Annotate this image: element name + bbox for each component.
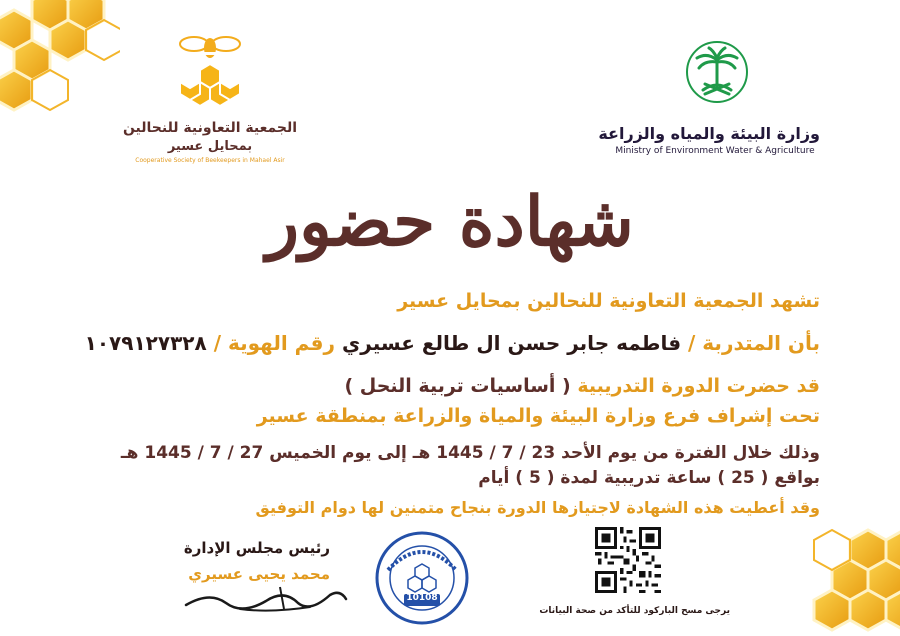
trainee-name: فاطمه جابر حسن ال طالع عسيري	[341, 331, 682, 355]
honeycomb-top-left-decoration	[0, 0, 120, 130]
qr-caption: يرجى مسح الباركود للتأكد من صحة البيانات	[539, 606, 730, 616]
signatory-name: محمد يحيى عسيري	[188, 565, 330, 583]
certificate-title: شهادة حضور	[266, 182, 634, 262]
course-prefix: قد حضرت الدورة التدريبية	[577, 375, 820, 397]
closing-line: وقد أعطيت هذه الشهادة لاجتيازها الدورة بنجاح متمنين لها دوام التوفيق	[255, 498, 820, 517]
society-name-ar-line2: بمحايل عسير	[167, 139, 253, 154]
period-line: وذلك خلال الفترة من يوم الأحد 23 / 7 / 1445 هـ إلى يوم الخميس 27 / 7 / 1445 هـ	[120, 443, 820, 463]
stamp-number: 10108	[406, 593, 438, 603]
attestation-line: تشهد الجمعية التعاونية للنحالين بمحايل عسير	[397, 290, 820, 312]
supervision-line: تحت إشراف فرع وزارة البيئة والمياة والزراعة بمنطقة عسير	[256, 405, 820, 427]
ministry-logo	[598, 40, 820, 160]
qr-code	[595, 527, 661, 593]
beekeepers-society-logo	[110, 30, 310, 170]
signatory-title: رئيس مجلس الإدارة	[183, 539, 330, 557]
trainee-line	[80, 330, 820, 356]
course-name: ( أساسيات تربية النحل )	[344, 375, 571, 397]
ministry-name-en: Ministry of Environment Water & Agriculture	[615, 146, 815, 156]
ministry-name-ar: وزارة البيئة والمياه والزراعة	[598, 124, 820, 143]
course-line	[80, 374, 820, 398]
id-number: ١٠٧٩١٢٧٣٢٨	[84, 331, 207, 355]
trainee-label: بأن المتدربة /	[688, 331, 820, 355]
bee-hive-icon	[172, 30, 248, 114]
honeycomb-bottom-right-decoration	[790, 520, 900, 636]
duration-line: بواقع ( 25 ) ساعة تدريبية لمدة ( 5 ) أيام	[478, 468, 820, 488]
society-name-en: Cooperative Society of Beekeepers in Mahael Asir	[135, 157, 285, 164]
id-label: رقم الهوية /	[213, 331, 335, 355]
signature-scribble	[180, 583, 350, 617]
society-stamp	[374, 530, 470, 626]
society-name-ar-line1: الجمعية التعاونية للنحالين	[122, 120, 298, 136]
palm-tree-icon	[685, 40, 749, 104]
